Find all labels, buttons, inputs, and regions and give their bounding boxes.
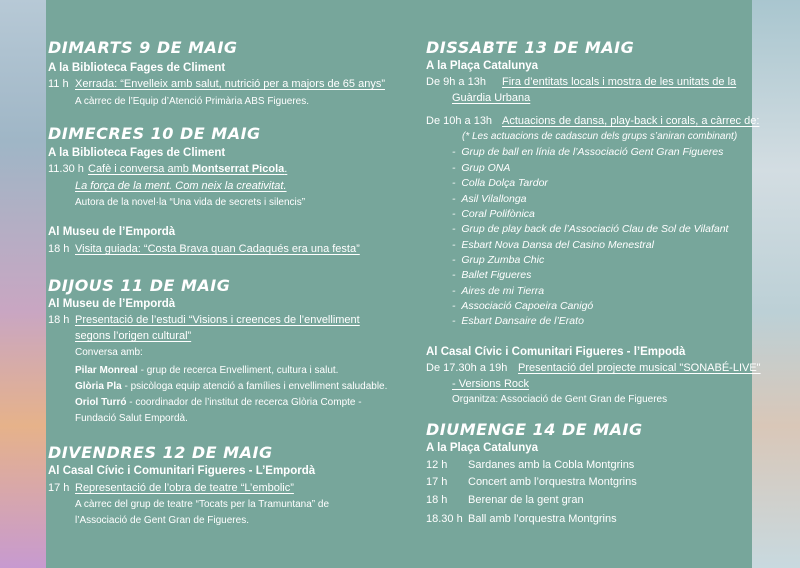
left-decorative-border [0,0,46,568]
event-time: 11.30 h [48,163,84,175]
venue-label: Al Museu de l’Empordà [48,298,176,310]
group-list-item: - Esbart Dansaire de l’Erato [452,315,584,327]
event-time: 18 h [48,314,70,326]
day-heading-wednesday: DIMECRES 10 DE MAIG [48,124,261,143]
event-title: Berenar de la gent gran [468,494,584,506]
conversa-label: Conversa amb: [75,347,143,358]
venue-label: A la Biblioteca Fages de Climent [48,62,226,74]
day-heading-saturday: DISSABTE 13 DE MAIG [426,38,635,57]
venue-label: Al Museu de l’Empordà [48,226,176,238]
event-title-line2: - Versions Rock [452,378,530,390]
event-time: De 9h a 13h [426,76,486,88]
event-note: Organitza: Associació de Gent Gran de Figueres [452,394,668,405]
event-time: 18.30 h [426,513,463,525]
group-list-item: - Grup ONA [452,162,511,174]
event-subtitle: La força de la ment. Com neix la creativitat. [75,180,287,192]
event-title: Fira d’entitats locals i mostra de les unitats de la [502,76,737,88]
event-title: Presentació de l’estudi “Visions i creences de l’envelliment [75,314,360,326]
event-title-line2: segons l’origen cultural” [75,330,192,342]
group-list-item: - Aires de mi Tierra [452,285,545,297]
event-title: Visita guiada: “Costa Brava quan Cadaqués era una festa” [75,243,360,255]
group-list-item: - Coral Polifònica [452,208,535,220]
participant: Glòria Pla - psicòloga equip atenció a famílies i envelliment saludable. [75,381,388,392]
venue-label: A la Biblioteca Fages de Climent [48,147,226,159]
group-list-item: - Grup Zumba Chic [452,254,545,266]
event-note: Autora de la novel·la “Una vida de secrets i silencis” [75,197,306,208]
event-title: Cafè i conversa amb Montserrat Picola. [88,163,288,175]
event-title-line2: Guàrdia Urbana [452,92,531,104]
event-title: Actuacions de dansa, play-back i corals, a càrrec de: [502,115,760,127]
venue-label: Al Casal Cívic i Comunitari Figueres - L’Empordà [48,465,316,477]
event-title: Concert amb l’orquestra Montgrins [468,476,637,488]
event-note: A càrrec del grup de teatre “Tocats per la Tramuntana” de [75,499,330,510]
event-title: Sardanes amb la Cobla Montgrins [468,459,635,471]
right-decorative-border [752,0,800,568]
participant-desc-line2: Fundació Salut Empordà. [75,413,188,424]
day-heading-thursday: DIJOUS 11 DE MAIG [48,276,231,295]
event-time: 18 h [48,243,70,255]
event-title: Xerrada: “Envelleix amb salut, nutrició per a majors de 65 anys” [75,78,385,90]
event-title: Presentació del projecte musical "SONABÉ-LIVE" [518,362,761,374]
event-title: Representació de l’obra de teatre “L’embolic” [75,482,294,494]
event-note: (* Les actuacions de cadascun dels grups s’aniran combinant) [462,131,738,142]
speaker-name: Montserrat Picola [191,163,285,175]
group-list-item: - Grup de play back de l’Associació Clau de Sol de Vilafant [452,223,729,235]
group-list-item: - Asil Vilallonga [452,193,527,205]
event-note: A càrrec de l’Equip d’Atenció Primària ABS Figueres. [75,96,309,107]
event-time: 18 h [426,494,448,506]
day-heading-sunday: DIUMENGE 14 DE MAIG [426,420,643,439]
event-time: 11 h [48,78,69,90]
event-time: 17 h [426,476,448,488]
venue-label: A la Plaça Catalunya [426,60,539,72]
event-title: Ball amb l’orquestra Montgrins [468,513,617,525]
group-list-item: - Colla Dolça Tardor [452,177,548,189]
participant: Oriol Turró - coordinador de l’institut de recerca Glòria Compte - [75,397,362,408]
event-time: 17 h [48,482,70,494]
venue-label: A la Plaça Catalunya [426,442,539,454]
day-heading-tuesday: DIMARTS 9 DE MAIG [48,38,238,57]
group-list-item: - Esbart Nova Dansa del Casino Menestral [452,239,654,251]
group-list-item: - Grup de ball en línia de l’Associació Gent Gran Figueres [452,146,724,158]
group-list-item: - Associació Capoeira Canigó [452,300,594,312]
event-note-line2: l’Associació de Gent Gran de Figueres. [75,515,249,526]
group-list-item: - Ballet Figueres [452,269,532,281]
participant: Pilar Monreal - grup de recerca Envelliment, cultura i salut. [75,365,339,376]
event-time: De 17.30h a 19h [426,362,508,374]
event-time: De 10h a 13h [426,115,493,127]
event-time: 12 h [426,459,448,471]
day-heading-friday: DIVENDRES 12 DE MAIG [48,443,273,462]
venue-label: Al Casal Cívic i Comunitari Figueres - l’Empodà [426,346,686,358]
